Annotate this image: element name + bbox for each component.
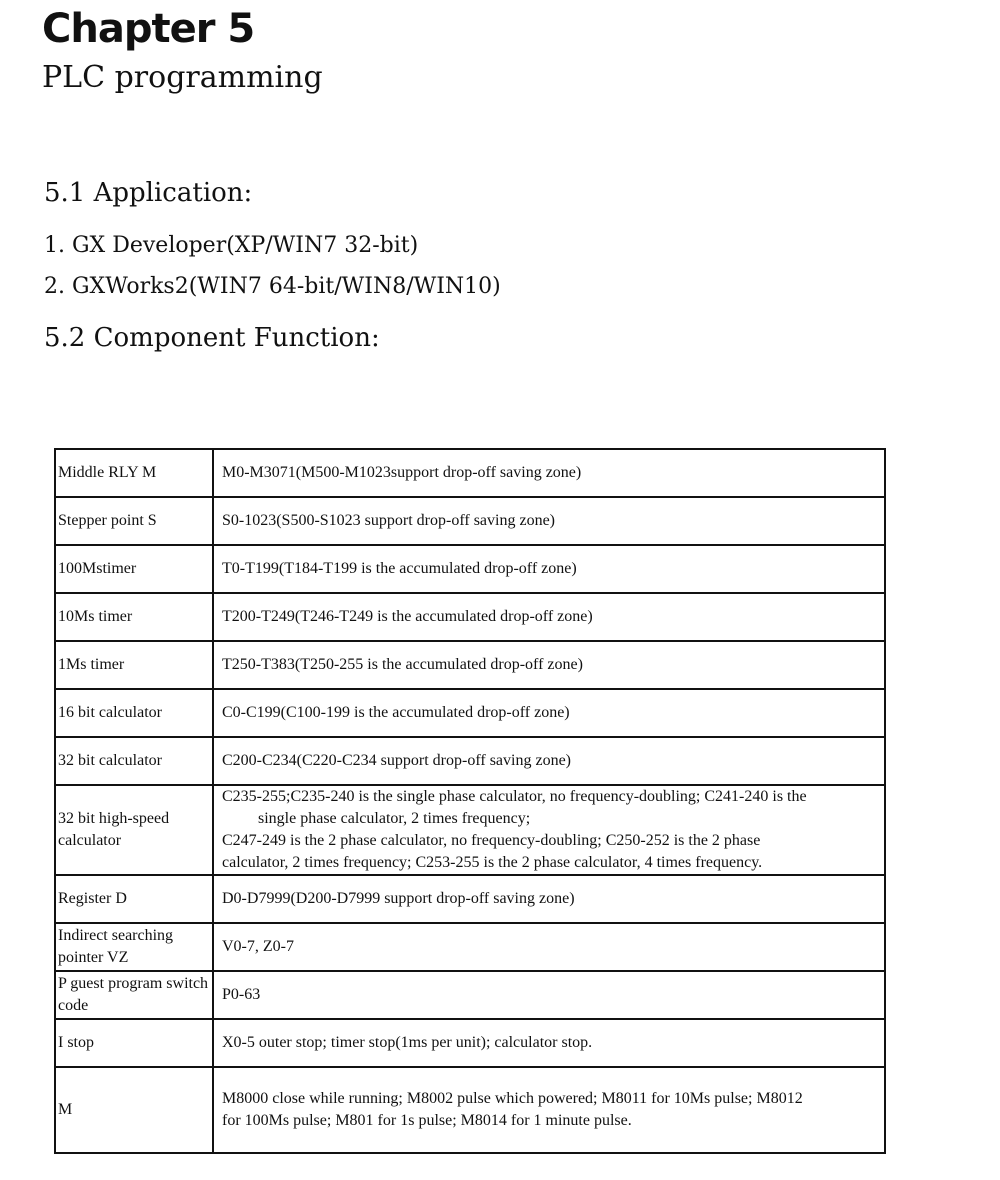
component-function-table [54,448,886,1154]
table-row [55,875,885,923]
component-name: 100Mstimer [55,545,213,593]
table-row [55,641,885,689]
value-line: for 100Ms pulse; M801 for 1s pulse; M8014 for 1 minute pulse. [222,1112,632,1129]
value-line: M8000 close while running; M8002 pulse which powered; M8011 for 10Ms pulse; M8012 [222,1090,803,1107]
component-name: Register D [55,875,213,923]
table-row [55,971,885,1019]
component-value: D0-D7999(D200-D7999 support drop-off saving zone) [213,875,885,923]
table-row [55,545,885,593]
component-name: 32 bit calculator [55,737,213,785]
component-value: P0-63 [213,971,885,1019]
component-name: 1Ms timer [55,641,213,689]
table-row [55,593,885,641]
table-row [55,1019,885,1067]
table-row [55,497,885,545]
value-line: C247-249 is the 2 phase calculator, no frequency-doubling; C250-252 is the 2 phase [222,832,761,849]
chapter-title: Chapter 5 [42,6,255,52]
component-value: X0-5 outer stop; timer stop(1ms per unit); calculator stop. [213,1019,885,1067]
component-name: 16 bit calculator [55,689,213,737]
component-name: Indirect searching pointer VZ [55,923,213,971]
component-name: 32 bit high-speed calculator [55,785,213,875]
component-name: M [55,1067,213,1153]
table-row [55,737,885,785]
component-name: Stepper point S [55,497,213,545]
value-line: single phase calculator, 2 times frequency; [258,810,531,827]
application-item: 1. GX Developer(XP/WIN7 32-bit) [44,233,419,258]
table-row [55,1067,885,1153]
component-value: V0-7, Z0-7 [213,923,885,971]
component-name: P guest program switch code [55,971,213,1019]
component-value [213,785,885,875]
component-value [213,1067,885,1153]
component-value: T200-T249(T246-T249 is the accumulated drop-off zone) [213,593,885,641]
table-row [55,923,885,971]
table-row [55,785,885,875]
component-value: C0-C199(C100-199 is the accumulated drop-off zone) [213,689,885,737]
component-function-heading: 5.2 Component Function: [44,323,380,353]
component-name: I stop [55,1019,213,1067]
application-item: 2. GXWorks2(WIN7 64-bit/WIN8/WIN10) [44,274,501,299]
application-heading: 5.1 Application: [44,178,253,208]
component-name: Middle RLY M [55,449,213,497]
component-value: S0-1023(S500-S1023 support drop-off saving zone) [213,497,885,545]
component-value: M0-M3071(M500-M1023support drop-off saving zone) [213,449,885,497]
table-row [55,689,885,737]
component-name: 10Ms timer [55,593,213,641]
component-value: T0-T199(T184-T199 is the accumulated drop-off zone) [213,545,885,593]
table-row [55,449,885,497]
value-line: C235-255;C235-240 is the single phase calculator, no frequency-doubling; C241-240 is the [222,788,807,805]
component-value: C200-C234(C220-C234 support drop-off saving zone) [213,737,885,785]
chapter-subtitle: PLC programming [42,60,323,95]
value-line: calculator, 2 times frequency; C253-255 is the 2 phase calculator, 4 times frequency. [222,854,763,871]
component-value: T250-T383(T250-255 is the accumulated drop-off zone) [213,641,885,689]
